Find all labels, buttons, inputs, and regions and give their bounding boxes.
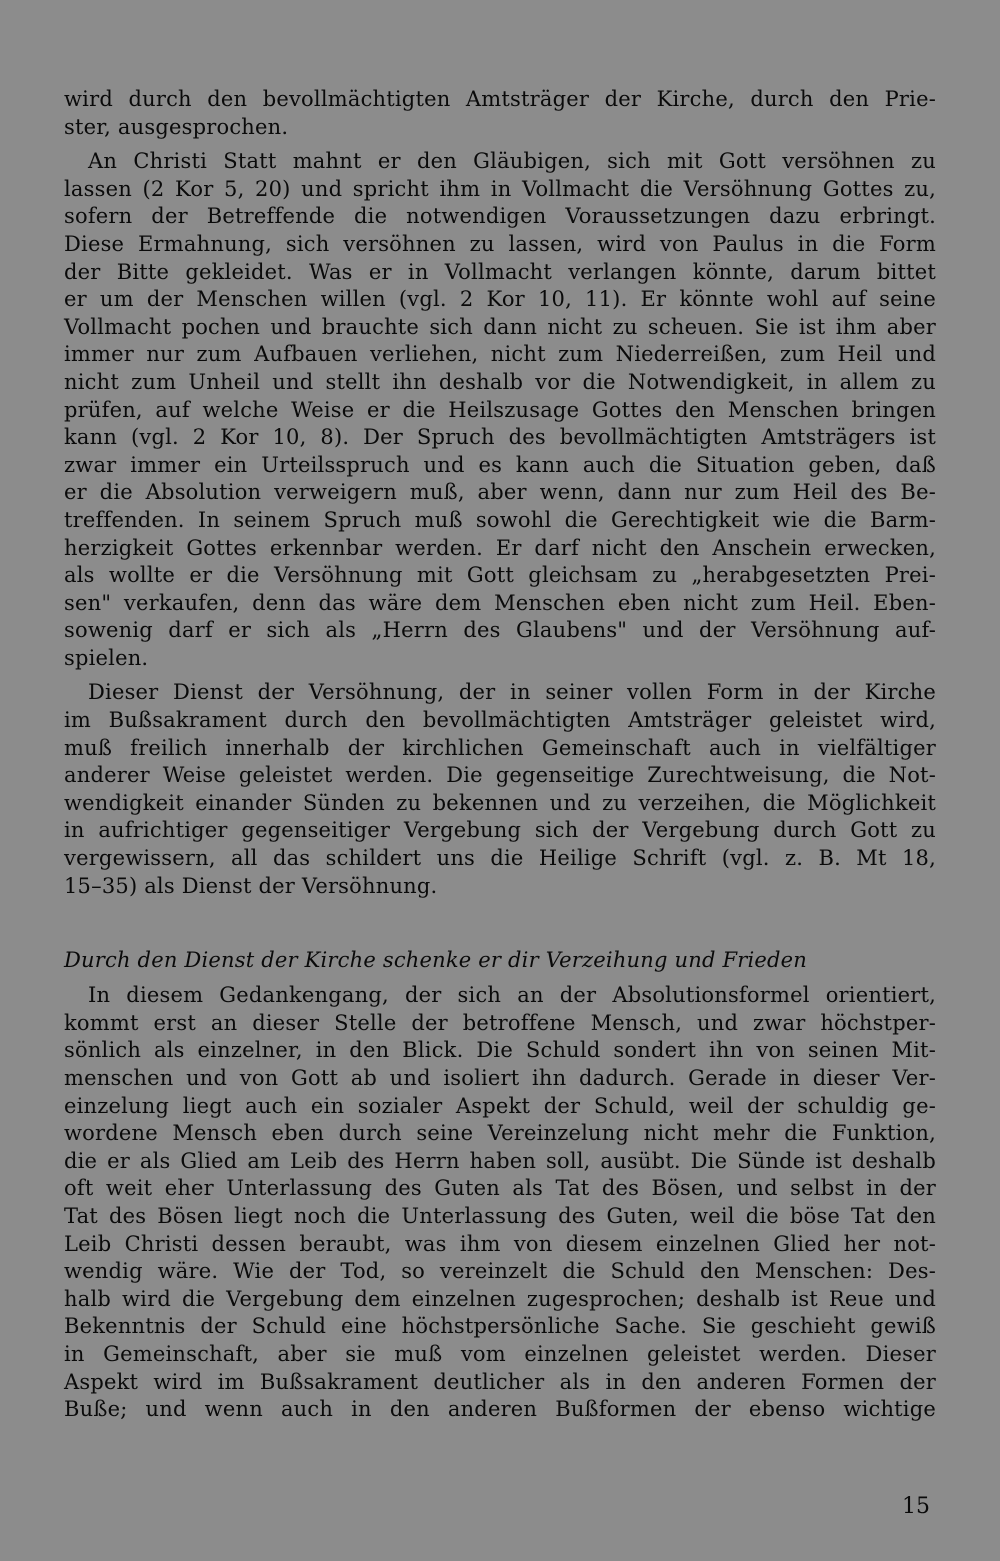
paragraph-3 <box>64 679 936 900</box>
paragraph-line: spielen. <box>64 645 149 670</box>
paragraph-line: zwar immer ein Urteilsspruch und es kann auch die Situation geben, daß <box>64 452 936 477</box>
paragraph-line: in aufrichtiger gegenseitiger Vergebung sich der Vergebung durch Gott zu <box>64 818 936 843</box>
paragraph-line: An Christi Statt mahnt er den Gläubigen, sich mit Gott versöhnen zu <box>88 149 936 174</box>
paragraph-line: vergewissern, all das schildert uns die Heilige Schrift (vgl. z. B. Mt 18, <box>64 846 936 871</box>
paragraph-4 <box>64 982 936 1424</box>
paragraph-line: Aspekt wird im Bußsakrament deutlicher als in den anderen Formen der <box>64 1369 936 1394</box>
paragraph-line: Leib Christi dessen beraubt, was ihm von diesem einzelnen Glied her not- <box>64 1231 936 1256</box>
paragraph-line: Tat des Bösen liegt noch die Unterlassung des Guten, weil die böse Tat den <box>64 1203 936 1228</box>
paragraph-line: der Bitte gekleidet. Was er in Vollmacht verlangen könnte, darum bittet <box>64 259 936 284</box>
paragraph-line: Vollmacht pochen und brauchte sich dann nicht zu scheuen. Sie ist ihm aber <box>64 314 936 339</box>
paragraph-line: halb wird die Vergebung dem einzelnen zugesprochen; deshalb ist Reue und <box>64 1286 936 1311</box>
paragraph-line: anderer Weise geleistet werden. Die gegenseitige Zurechtweisung, die Not- <box>64 763 936 788</box>
paragraph-line: Diese Ermahnung, sich versöhnen zu lassen, wird von Paulus in die Form <box>64 231 936 256</box>
paragraph-line: muß freilich innerhalb der kirchlichen Gemeinschaft auch in vielfältiger <box>64 735 936 760</box>
paragraph-line: wendigkeit einander Sünden zu bekennen und zu verzeihen, die Möglichkeit <box>64 790 936 815</box>
paragraph-line: kommt erst an dieser Stelle der betroffene Mensch, und zwar höchstper- <box>64 1010 936 1035</box>
paragraph-line: sen" verkaufen, denn das wäre dem Menschen eben nicht zum Heil. Eben- <box>64 590 936 615</box>
paragraph-line: einzelung liegt auch ein sozialer Aspekt der Schuld, weil der schuldig ge- <box>64 1093 936 1118</box>
paragraph-line: Bekenntnis der Schuld eine höchstpersönliche Sache. Sie geschieht gewiß <box>64 1314 936 1339</box>
paragraph-line: treffenden. In seinem Spruch muß sowohl die Gerechtigkeit wie die Barm- <box>64 507 936 532</box>
paragraph-line: wordene Mensch eben durch seine Vereinzelung nicht mehr die Funktion, <box>64 1121 936 1146</box>
paragraph-line: nicht zum Unheil und stellt ihn deshalb vor die Notwendigkeit, in allem zu <box>64 369 936 394</box>
paragraph-line: wird durch den bevollmächtigten Amtsträger der Kirche, durch den Prie- <box>64 87 936 111</box>
paragraph-line: 15–35) als Dienst der Versöhnung. <box>64 873 438 898</box>
paragraph-line: er um der Menschen willen (vgl. 2 Kor 10, 11). Er könnte wohl auf seine <box>64 287 936 312</box>
paragraph-line: sofern der Betreffende die notwendigen Voraussetzungen dazu erbringt. <box>64 204 936 229</box>
paragraph-line: In diesem Gedankengang, der sich an der Absolutionsformel orientiert, <box>88 983 936 1008</box>
paragraph-line: als wollte er die Versöhnung mit Gott gleichsam zu „herabgesetzten Prei- <box>64 563 936 588</box>
paragraph-line: er die Absolution verweigern muß, aber wenn, dann nur zum Heil des Be- <box>64 480 936 505</box>
page-body <box>64 86 936 1424</box>
paragraph-line: sönlich als einzelner, in den Blick. Die Schuld sondert ihn von seinen Mit- <box>64 1038 936 1063</box>
paragraph-line: die er als Glied am Leib des Herrn haben soll, ausübt. Die Sünde ist deshalb <box>64 1148 936 1173</box>
section-heading: Durch den Dienst der Kirche schenke er dir Verzeihung und Frieden <box>64 948 808 973</box>
paragraph-line: kann (vgl. 2 Kor 10, 8). Der Spruch des bevollmächtigten Amtsträgers ist <box>64 425 936 450</box>
paragraph-line: sowenig darf er sich als „Herrn des Glaubens" und der Versöhnung auf- <box>64 618 936 643</box>
paragraph-line: Buße; und wenn auch in den anderen Bußformen der ebenso wichtige <box>64 1397 936 1422</box>
paragraph-line: lassen (2 Kor 5, 20) und spricht ihm in Vollmacht die Versöhnung Gottes zu, <box>64 176 936 201</box>
paragraph-line: prüfen, auf welche Weise er die Heilszusage Gottes den Menschen bringen <box>64 397 936 422</box>
paragraph-1 <box>64 86 936 141</box>
paragraph-line: immer nur zum Aufbauen verliehen, nicht zum Niederreißen, zum Heil und <box>64 342 936 367</box>
page-number: 15 <box>902 1494 930 1519</box>
paragraph-line: im Bußsakrament durch den bevollmächtigten Amtsträger geleistet wird, <box>64 708 936 733</box>
paragraph-line: wendig wäre. Wie der Tod, so vereinzelt die Schuld den Menschen: Des- <box>64 1259 936 1284</box>
paragraph-line: menschen und von Gott ab und isoliert ihn dadurch. Gerade in dieser Ver- <box>64 1066 936 1090</box>
paragraph-line: oft weit eher Unterlassung des Guten als Tat des Bösen, und selbst in der <box>64 1176 936 1201</box>
paragraph-2 <box>64 148 936 672</box>
paragraph-line: Dieser Dienst der Versöhnung, der in seiner vollen Form in der Kirche <box>88 680 936 705</box>
paragraph-line: ster, ausgesprochen. <box>64 114 289 139</box>
paragraph-line: herzigkeit Gottes erkennbar werden. Er darf nicht den Anschein erwecken, <box>64 535 936 560</box>
paragraph-line: in Gemeinschaft, aber sie muß vom einzelnen geleistet werden. Dieser <box>64 1341 936 1366</box>
